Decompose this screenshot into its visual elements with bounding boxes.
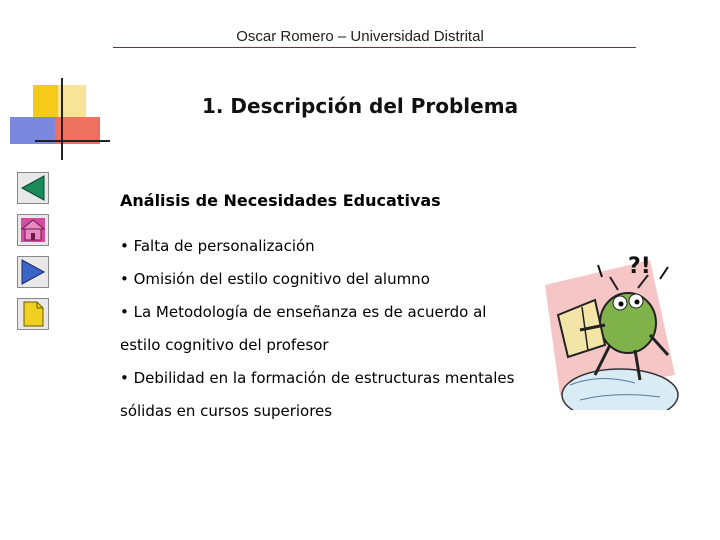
document-icon [17, 298, 49, 330]
header-rule [113, 47, 636, 48]
forward-button[interactable] [17, 256, 49, 288]
clipart-caption: ?! [628, 254, 651, 279]
home-icon [17, 214, 49, 246]
bug-reading-book-clipart [540, 245, 680, 410]
bullet-item: • Omisión del estilo cognitivo del alumno [120, 270, 430, 288]
decorative-squares [0, 0, 110, 170]
back-button[interactable] [17, 172, 49, 204]
header-text: Oscar Romero – Universidad Distrital [236, 28, 484, 45]
document-button[interactable] [17, 298, 49, 330]
slide-title: 1. Descripción del Problema [201, 94, 519, 118]
slide-content [120, 190, 520, 428]
forward-arrow-icon [17, 256, 49, 288]
home-button[interactable] [17, 214, 49, 246]
bullet-item: • La Metodología de enseñanza es de acuerdo al estilo cognitivo del profesor [120, 303, 487, 354]
section-subtitle: Análisis de Necesidades Educativas [120, 191, 441, 210]
bullet-item: • Falta de personalización [120, 237, 315, 255]
back-arrow-icon [17, 172, 49, 204]
bullet-item: • Debilidad en la formación de estructuras mentales sólidas en cursos superiores [120, 369, 515, 420]
